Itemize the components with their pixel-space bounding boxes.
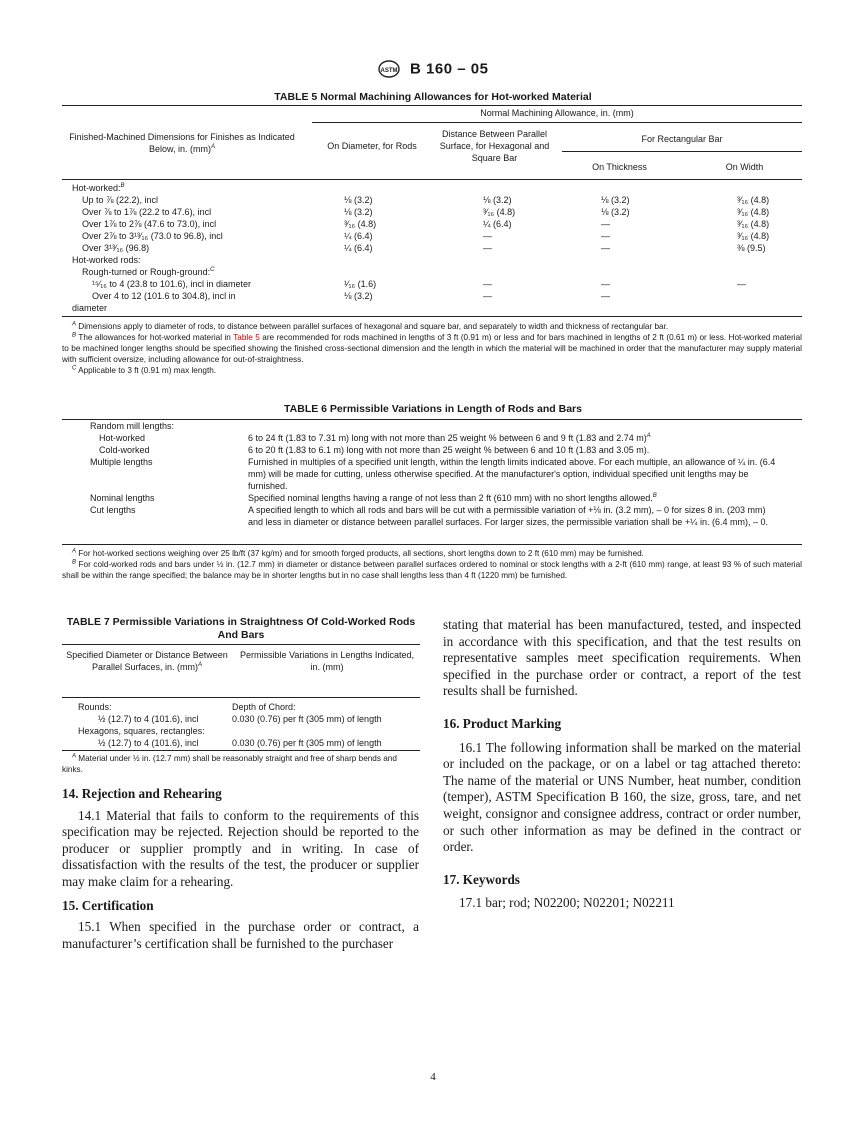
- table6-row-label: Cold-worked: [99, 445, 150, 455]
- table5-row-label: Hot-worked:$^B$: [72, 183, 125, 193]
- table5-row: [62, 206, 802, 218]
- table6-row: [90, 456, 780, 492]
- table5-cell: ³⁄₁₆ (4.8): [737, 219, 770, 229]
- table5-row-label: ¹⁵⁄₁₆ to 4 (23.8 to 101.6), incl in diameter: [92, 279, 251, 289]
- left-column: [62, 786, 419, 952]
- section-17-title: 17. Keywords: [443, 871, 520, 887]
- table5-cell: ¼ (6.4): [483, 219, 512, 229]
- table5-cell: —: [601, 291, 610, 301]
- table6-footnotes: [62, 548, 802, 581]
- table5-body: [62, 182, 802, 314]
- table7: [62, 616, 420, 775]
- table7-row-label: ½ (12.7) to 4 (101.6), incl: [98, 738, 199, 748]
- table5-col-thick: On Thickness: [592, 162, 647, 172]
- table6-footnote-b: $^B$ For cold-worked rods and bars under ½ in. (12.7 mm) in diameter or distance between parallel surfaces ordered to nominal or stock lengths with a 2-ft (610 mm) range, at least 93 % of such material shall be within the range specified; the balance may be in shorter lengths but in no case shall lengths less than 4 ft (1220 mm) be furnished.: [62, 559, 802, 580]
- section-17-paragraph: 17.1 bar; rod; N02200; N02201; N02211: [459, 895, 675, 911]
- table7-row-label: Rounds:: [78, 702, 112, 712]
- table7-row-value: Depth of Chord:: [232, 702, 296, 712]
- right-column: [443, 617, 801, 912]
- section-16-title: 16. Product Marking: [443, 715, 562, 731]
- table5-row-label: Rough-turned or Rough-ground:$^C$: [82, 267, 215, 277]
- table5-row-label: Hot-worked rods:: [72, 255, 141, 265]
- table5-bottom-rule: [62, 316, 802, 317]
- table5-row: [62, 182, 802, 194]
- table5-row: [62, 230, 802, 242]
- table7-row-value: 0.030 (0.76) per ft (305 mm) of length: [232, 714, 382, 724]
- table5-row: [62, 242, 802, 254]
- table5-row: [62, 254, 802, 266]
- table5-cell: ⅛ (3.2): [601, 207, 630, 217]
- table5-cell: —: [483, 231, 492, 241]
- table5-row: [62, 302, 802, 314]
- table5-cell: ³⁄₁₆ (4.8): [737, 231, 770, 241]
- table6-row-value: 6 to 20 ft (1.83 to 6.1 m) long with not more than 25 weight % between 6 and 10 ft (1.83 and 3.05 m).: [248, 445, 650, 455]
- table5-cell: ³⁄₁₆ (4.8): [344, 219, 377, 229]
- table5-cell: ¹⁄₁₆ (1.6): [344, 279, 377, 289]
- table5-col-rect: For Rectangular Bar: [641, 134, 723, 144]
- table5-header: [62, 105, 802, 180]
- table5-cell: ¼ (6.4): [344, 243, 373, 253]
- table6-bottom-rule: [62, 544, 802, 545]
- table5-cell: ³⁄₁₆ (4.8): [483, 207, 516, 217]
- table6-row-label: Random mill lengths:: [90, 421, 175, 431]
- table5-footnotes: [62, 321, 802, 376]
- table5-span-header: Normal Machining Allowance, in. (mm): [480, 108, 634, 118]
- table5-row-label: diameter: [72, 303, 108, 313]
- table6-row-value: Furnished in multiples of a specified unit length, within the length limits indicated above. For each multiple, an allowance of ¼ in. (6.4 mm) will be made for cutting, unless otherwise specified. At the manufacturer's option, individual specified unit lengths may be furnished.: [248, 457, 776, 491]
- table5-col-diam: On Diameter, for Rods: [327, 141, 417, 151]
- page-number: 4: [430, 1071, 436, 1083]
- table5-cell: ⅛ (3.2): [601, 195, 630, 205]
- table5-cell: —: [601, 279, 610, 289]
- table5-cell: ⅛ (3.2): [344, 207, 373, 217]
- table6-row: [90, 504, 780, 528]
- table5-cell: ¼ (6.4): [344, 231, 373, 241]
- table7-row-label: Hexagons, squares, rectangles:: [78, 726, 205, 736]
- document-designation: B 160 – 05: [410, 60, 489, 78]
- table5-link[interactable]: Table 5: [233, 333, 260, 342]
- table5-footnote-c: $^C$ Applicable to 3 ft (0.91 m) max length.: [72, 365, 217, 375]
- table6-row-label: Nominal lengths: [90, 493, 155, 503]
- table5-cell: —: [737, 279, 746, 289]
- table6-row-value: Specified nominal lengths having a range of not less than 2 ft (610 mm) with no short lengths allowed.$^B$: [248, 493, 657, 503]
- table5-cell: —: [483, 243, 492, 253]
- table5-row-label: Up to ⅞ (22.2), incl: [82, 195, 159, 205]
- section-15-paragraph-a: 15.1 When specified in the purchase order or contract, a manufacturer’s certification shall be furnished to the purchaser: [62, 919, 419, 951]
- astm-logo-icon: [378, 60, 400, 78]
- table5-row-label: Over 3¹³⁄₁₆ (96.8): [82, 243, 150, 253]
- table5-cell: —: [483, 291, 492, 301]
- table7-row-label: ½ (12.7) to 4 (101.6), incl: [98, 714, 199, 724]
- table5-row-label: Over 2⅞ to 3¹³⁄₁₆ (73.0 to 96.8), incl: [82, 231, 223, 241]
- page-header: [0, 60, 866, 78]
- table7-caption: TABLE 7 Permissible Variations in Straightness Of Cold-Worked Rods And Bars: [66, 616, 416, 641]
- section-15-title: 15. Certification: [62, 897, 154, 913]
- table6-row-value: 6 to 24 ft (1.83 to 7.31 m) long with not more than 25 weight % between 6 and 9 ft (1.83 and 2.74 m)$^A$: [248, 433, 651, 443]
- table5-row-label: Over ⅞ to 1⅞ (22.2 to 47.6), incl: [82, 207, 212, 217]
- table5-cell: —: [601, 231, 610, 241]
- table5-row-label: Over 1⅞ to 2⅞ (47.6 to 73.0), incl: [82, 219, 217, 229]
- table5-cell: —: [601, 243, 610, 253]
- table5-cell: ³⁄₁₆ (4.8): [737, 195, 770, 205]
- table6-row-label: Hot-worked: [99, 433, 146, 443]
- table5-col-dims: Finished-Machined Dimensions for Finishes as Indicated Below, in. (mm)$^A$: [69, 132, 295, 154]
- table7-col1: Specified Diameter or Distance Between Parallel Surfaces, in. (mm)$^A$: [66, 650, 228, 672]
- table7-row: [62, 725, 420, 737]
- table7-col2: Permissible Variations in Lengths Indicated, in. (mm): [240, 650, 414, 672]
- table6-row-value: [248, 420, 780, 432]
- table5-row: [62, 278, 802, 290]
- table7-row: [62, 713, 420, 725]
- table6-footnote-a: $^A$ For hot-worked sections weighing over 25 lb/ft (37 kg/m) and for smooth forged products, all sections, short lengths down to 2 ft (610 mm) may be furnished.: [72, 548, 644, 558]
- table5-row-label: Over 4 to 12 (101.6 to 304.8), incl in: [92, 291, 236, 301]
- table5-cell: ⅛ (3.2): [344, 195, 373, 205]
- table7-footnote: $^A$ Material under ½ in. (12.7 mm) shall be reasonably straight and free of sharp bends and kinks.: [62, 753, 397, 774]
- table5-row: [62, 194, 802, 206]
- table6-row: [90, 492, 780, 504]
- table5-caption: TABLE 5 Normal Machining Allowances for Hot-worked Material: [274, 91, 592, 103]
- table5-row: [62, 266, 802, 278]
- table6-row-value: A specified length to which all rods and bars will be cut with a permissible variation of +⅛ in. (3.2 mm), – 0 for sizes 8 in. (203 mm) and less in diameter or distance between parallel surfaces. For larger sizes, the permissible variation shall be +¼ in. (6.4 mm), – 0.: [248, 505, 768, 527]
- table7-row: [62, 737, 420, 749]
- table5-col-dist: Distance Between Parallel Surface, for Hexagonal and Square Bar: [439, 129, 550, 163]
- section-14-title: 14. Rejection and Rehearing: [62, 786, 222, 801]
- table6-caption: TABLE 6 Permissible Variations in Length of Rods and Bars: [284, 403, 582, 415]
- table5-col-width: On Width: [725, 162, 764, 172]
- table5-cell: ⅛ (3.2): [483, 195, 512, 205]
- table5-cell: —: [483, 279, 492, 289]
- table5-footnote-a: $^A$ Dimensions apply to diameter of rods, to distance between parallel surfaces of hexagonal and square bar, and separately to width and thickness of rectangular bar.: [72, 321, 669, 331]
- svg-text:ASTM: ASTM: [380, 68, 398, 74]
- table6-row-label: Multiple lengths: [90, 457, 153, 467]
- table5-cell: ⅛ (3.2): [344, 291, 373, 301]
- table6-row: [90, 420, 780, 432]
- table5-footnote-b: $^B$ The allowances for hot-worked material in Table 5 are recommended for rods machined in lengths of 3 ft (0.91 m) or less and for bars machined in lengths of 2 ft (0.61 m) or less. Hot-worked material to be machined longer lengths should be specified showing the finished cross-sectional dimension and the length in which the material will be machined in order that the manufacturer may supply material with sufficient oversize, including allowance for out-of-straightness.: [62, 332, 802, 364]
- section-14-paragraph: 14.1 Material that fails to conform to the requirements of this specification may be rejected. Rejection should be reported to the producer or supplier promptly and in writing. In case of dissatisfaction with the results of the test, the producer or supplier may make claim for a rehearing.: [62, 807, 419, 889]
- table6-body: [90, 420, 780, 528]
- table7-row-value: 0.030 (0.76) per ft (305 mm) of length: [232, 738, 382, 748]
- table7-body: [62, 698, 420, 749]
- table5-cell: —: [601, 219, 610, 229]
- table5-cell: ⅜ (9.5): [737, 243, 766, 253]
- section-16-paragraph: 16.1 The following information shall be marked on the material or included on the package, or on a label or tag attached thereto: The name of the material or UNS Number, heat number, condition (temper), ASTM Specification B 160, the size, gross, tare, and net weight, consignor and consignee address, contract or order number, or such other information as may be defined in the contract or order.: [443, 739, 801, 855]
- table6-row: [90, 444, 780, 456]
- table6-row: [90, 432, 780, 444]
- table5-row: [62, 218, 802, 230]
- table6-row-label: Cut lengths: [90, 505, 136, 515]
- section-15-paragraph-b: stating that material has been manufactured, tested, and inspected in accordance with this specification, and that the test results on representative samples meet specification requirements. When specified in the purchase order or contract, a report of the test results shall be furnished.: [443, 617, 801, 699]
- table5-cell: ³⁄₁₆ (4.8): [737, 207, 770, 217]
- table5-row: [62, 290, 802, 302]
- table7-row: [62, 701, 420, 713]
